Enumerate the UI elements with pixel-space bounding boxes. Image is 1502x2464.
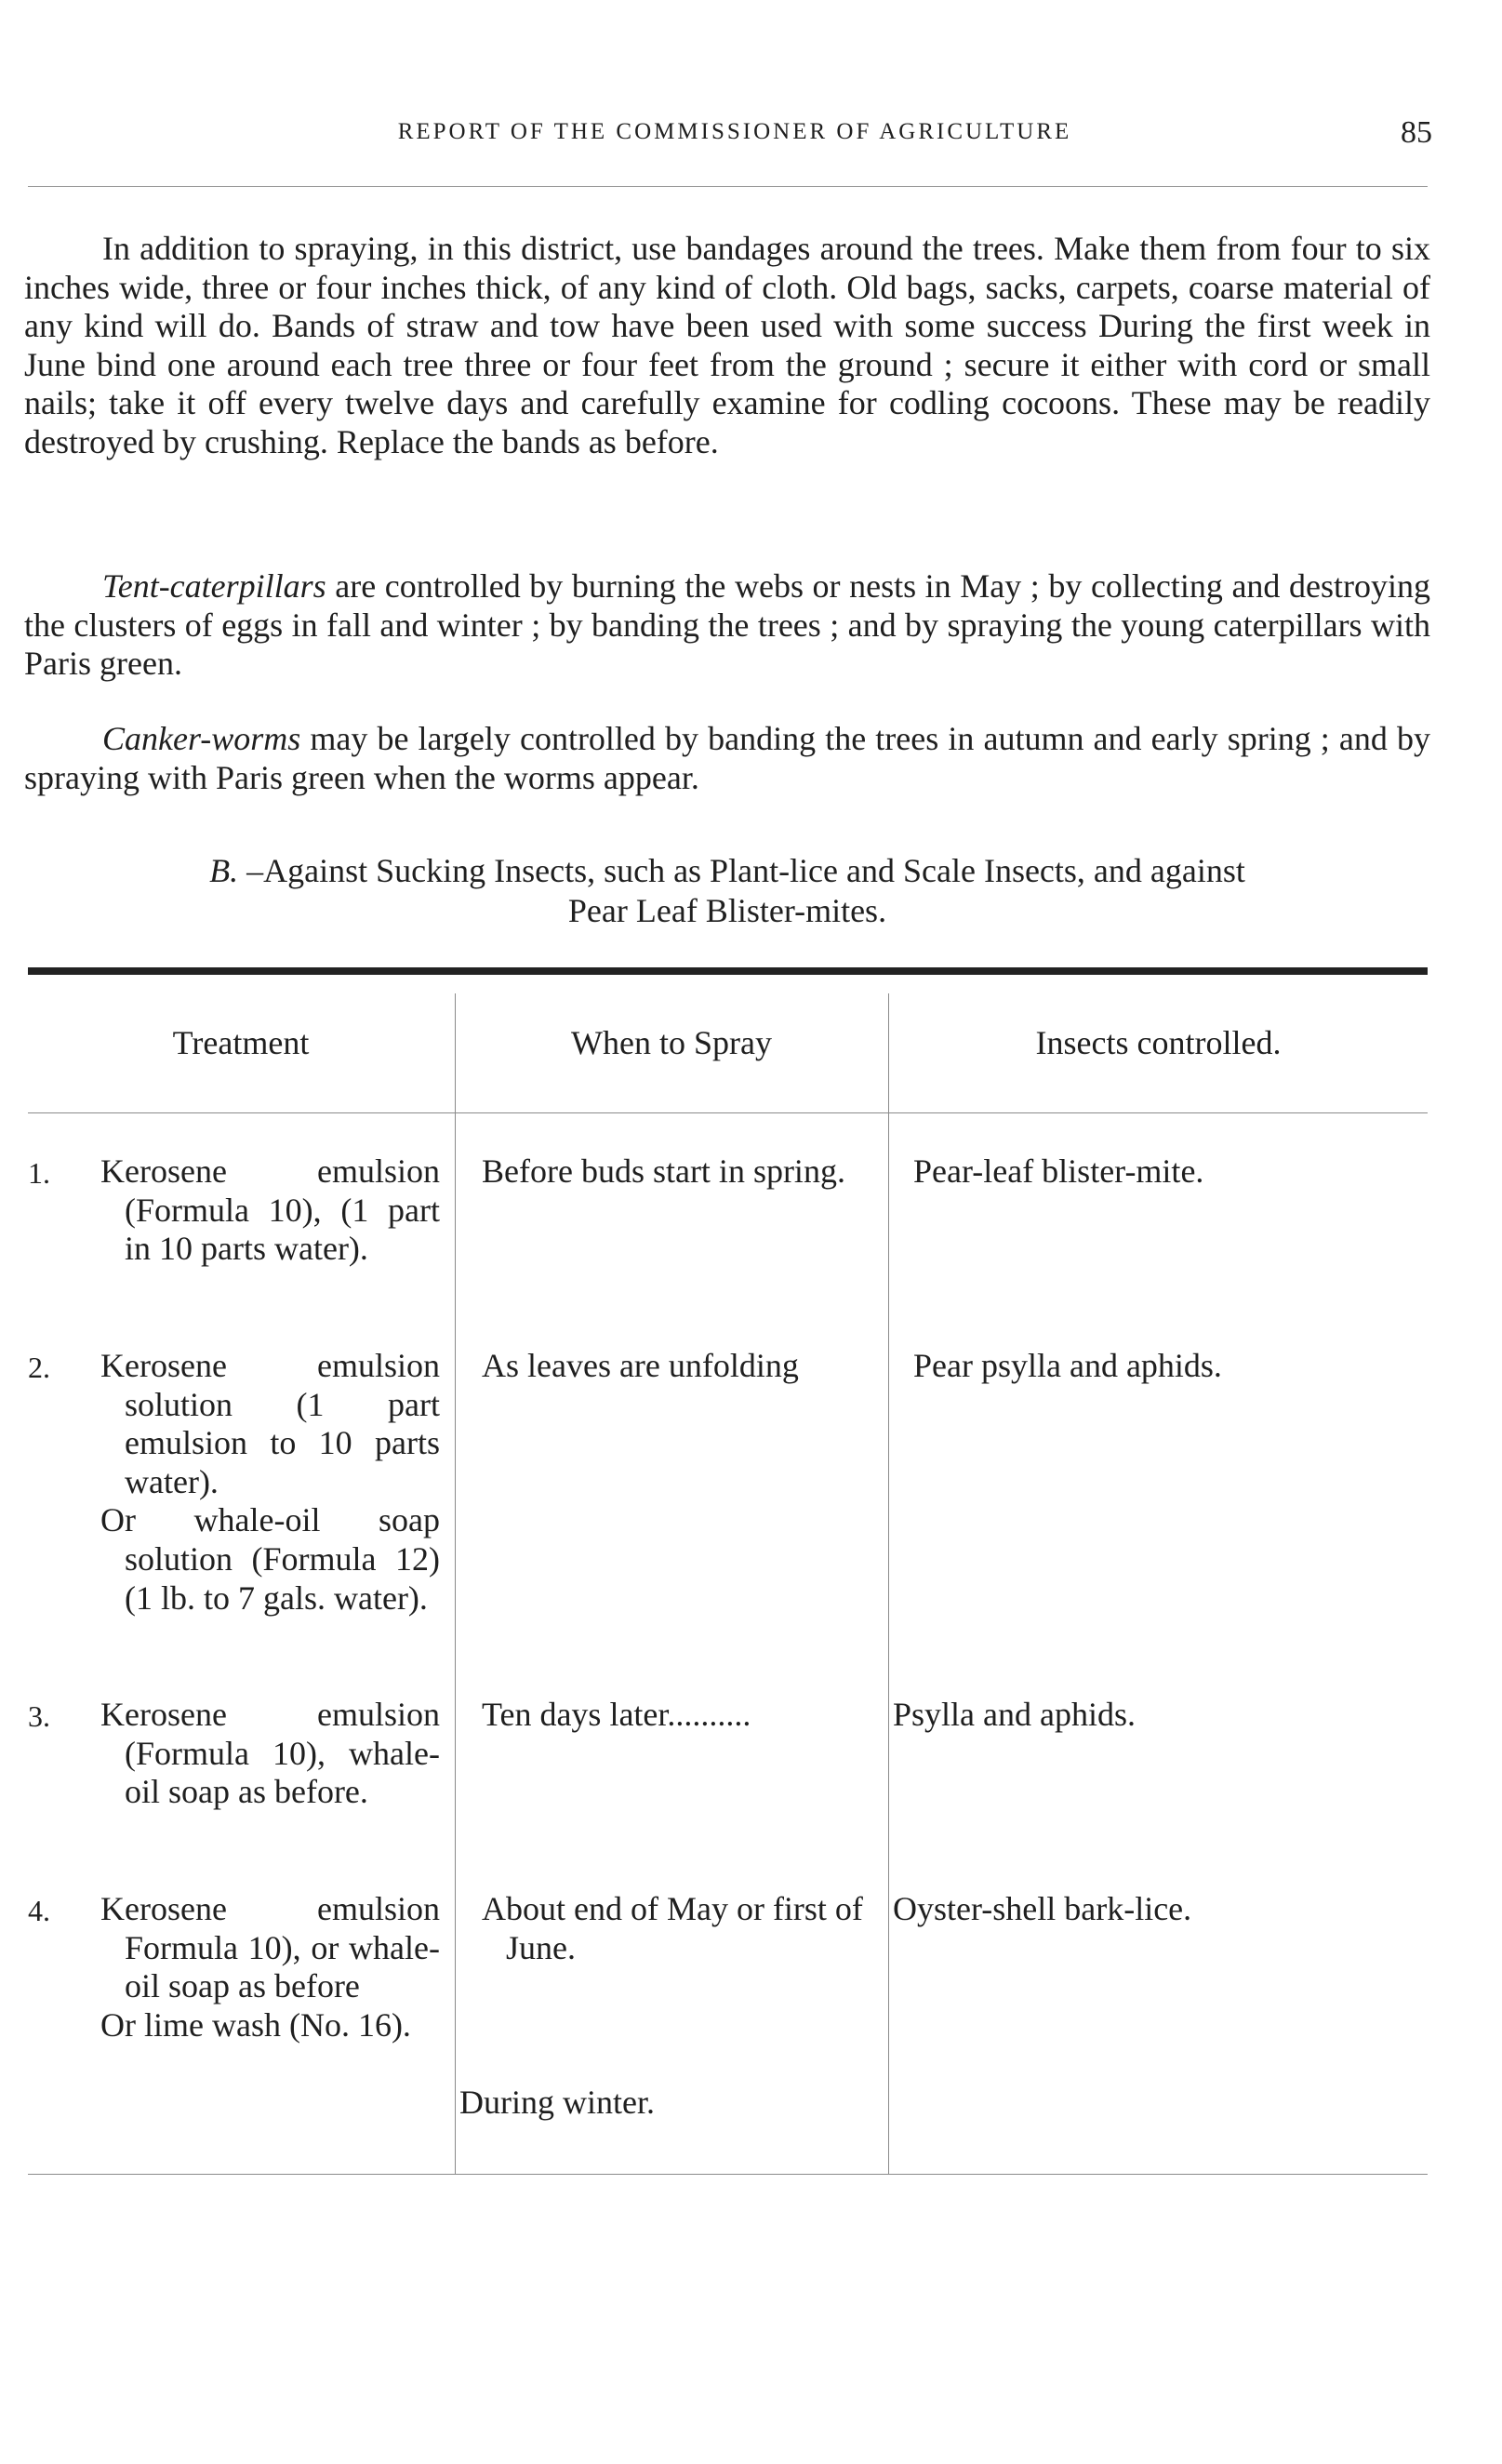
table-bottom-rule [28,2174,1428,2175]
treatment-cell [100,1890,440,2044]
paragraph-bandages [24,230,1430,462]
row-number: 2. [28,1351,50,1384]
header-insects-controlled: Insects controlled. [1035,1024,1282,1061]
treatment-text: Kerosene emulsion solution (1 part emulsion to 10 parts water). [100,1347,440,1500]
when-cell: Ten days later.......... [482,1696,751,1733]
term-tent-caterpillars: Tent-caterpillars [102,567,326,605]
paragraph-canker-worms-text: may be largely controlled by banding the trees in autumn and early spring ; and by spraying with Paris green when the worms appear. [24,720,1430,796]
treatment-text: Kerosene emulsion (Formula 10), whale-oil soap as before. [100,1696,440,1811]
when-cell-secondary: During winter. [459,2084,655,2121]
treatment-cell [100,1152,440,1269]
row-number: 4. [28,1894,50,1927]
treatment-cell [100,1347,440,1618]
running-title: REPORT OF THE COMMISSIONER OF AGRICULTURE [397,119,1072,144]
page-number: 85 [1401,115,1432,150]
header-treatment: Treatment [172,1024,310,1061]
when-cell: As leaves are unfolding [482,1347,799,1384]
insects-cell: Pear-leaf blister-mite. [913,1152,1204,1190]
treatment-cell [100,1696,440,1812]
treatment-text: Or lime wash (No. 16). [100,2005,411,2044]
paragraph-bandages-text: In addition to spraying, in this district, use bandages around the trees. Make them from four to six inches wide, three or four inches thick, of any kind of cloth. Old bags, sacks, carpets, coarse material of any kind will do. Bands of straw and tow have been used with some success During the first week in June bind one around each tree three or four feet from the ground ; secure it either with cord or small nails; take it off every twelve days and carefully examine for codling cocoons. These may be readily destroyed by crushing. Replace the bands as before. [24,230,1430,460]
row-number: 3. [28,1699,50,1733]
column-divider-1 [455,993,456,2175]
paragraph-tent-caterpillars [24,567,1430,684]
when-cell: Before buds start in spring. [482,1152,845,1190]
header-rule [28,186,1428,187]
table-header-rule [28,1112,1428,1113]
paragraph-canker-worms [24,720,1430,797]
treatment-text: Kerosene emulsion (Formula 10), (1 part in 10 parts water). [100,1152,440,1268]
insects-cell: Oyster-shell bark-lice. [893,1890,1192,1927]
section-line2: Pear Leaf Blister-mites. [567,892,887,929]
column-divider-2 [888,993,889,2175]
when-cell: About end of May or first of June. [482,1890,863,1966]
treatment-text: Kerosene emulsion Formula 10), or whale-oil soap as before [100,1890,440,2005]
insects-cell: Psylla and aphids. [893,1696,1136,1733]
table-top-rule [28,967,1428,975]
section-line1: –Against Sucking Insects, such as Plant-lice and Scale Insects, and against [238,852,1245,889]
paragraph-tent-caterpillars-text: are controlled by burning the webs or nests in May ; by collecting and destroying the clusters of eggs in fall and winter ; by banding the trees ; and by spraying the young caterpillars with Paris green. [24,567,1430,683]
section-letter: B. [209,852,239,889]
treatment-text: Or whale-oil soap solution (Formula 12) (1 lb. to 7 gals. water). [100,1501,440,1617]
row-number: 1. [28,1156,50,1190]
header-when-to-spray: When to Spray [571,1024,772,1061]
insects-cell: Pear psylla and aphids. [913,1347,1222,1384]
term-canker-worms: Canker-worms [102,720,301,757]
section-heading [24,851,1430,931]
